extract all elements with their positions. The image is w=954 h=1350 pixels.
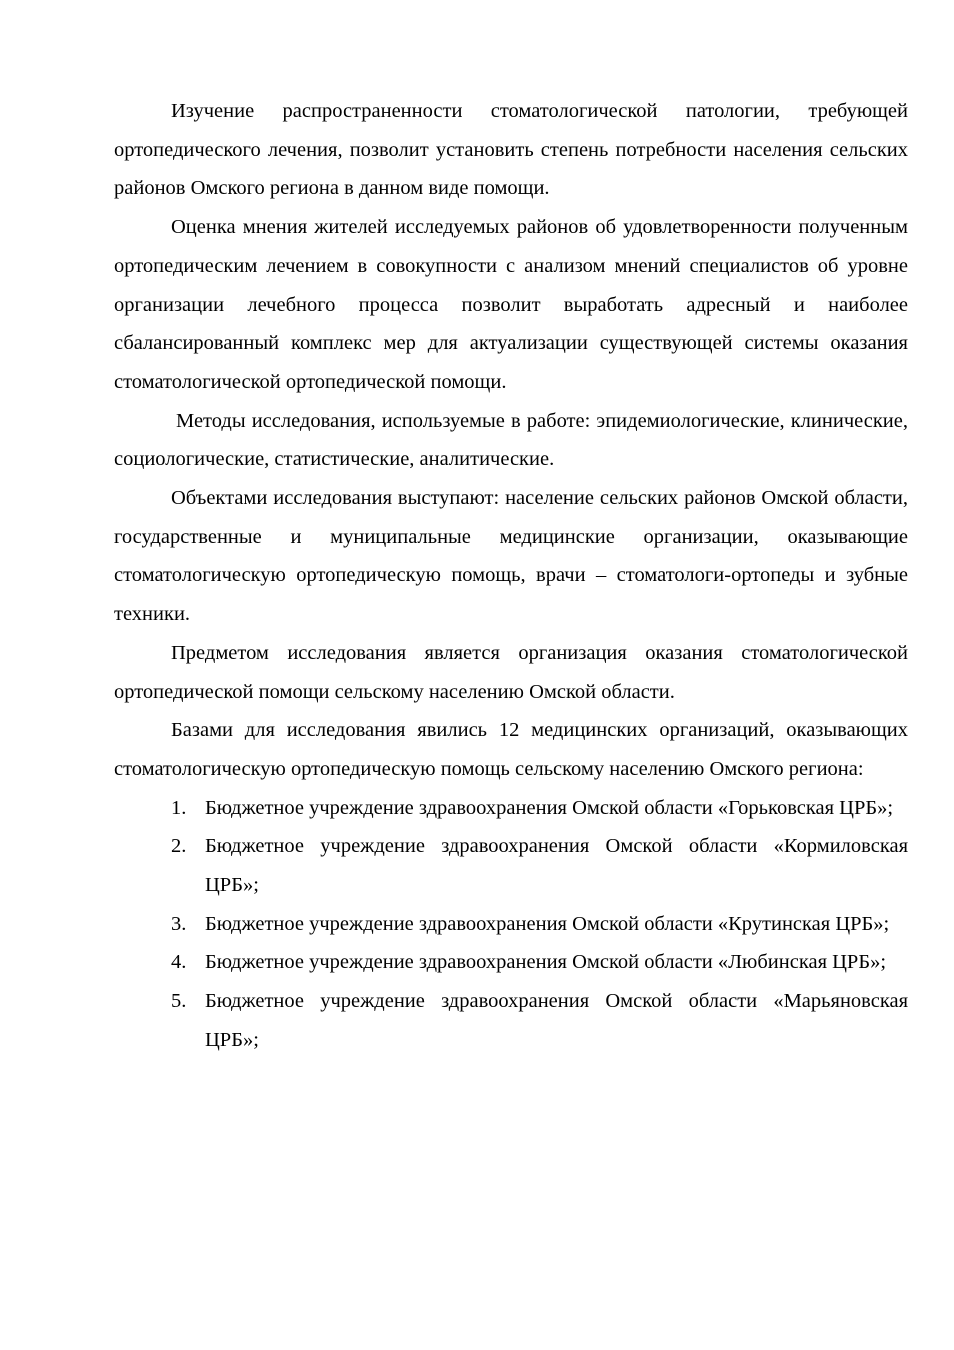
paragraph-satisfaction: Оценка мнения жителей исследуемых районов об удовлетворенности полученным ортопедическим лечением в совокупности с анализом мнений специалистов об уровне организации лечебного процесса позволит выработать адресный и наиболее сбалансированный комплекс мер для актуализации существующей системы оказания стоматологической ортопедической помощи.: [114, 216, 908, 393]
paragraph-methods: Методы исследования, используемые в работе: эпидемиологические, клинические, социологические, статистические, аналитические.: [114, 409, 908, 471]
list-item: [114, 827, 908, 904]
list-item-text: Бюджетное учреждение здравоохранения Омской области «Горьковская ЦРБ»;: [205, 796, 894, 819]
list-item-text: Бюджетное учреждение здравоохранения Омской области «Любинская ЦРБ»;: [205, 951, 887, 974]
paragraph-objects: Объектами исследования выступают: население сельских районов Омской области, государственные и муниципальные медицинские организации, оказывающие стоматологическую ортопедическую помощь, врачи – стоматологи-ортопеды и зубные техники.: [114, 487, 908, 626]
paragraph-prevalence: Изучение распространенности стоматологической патологии, требующей ортопедического лечения, позволит установить степень потребности населения сельских районов Омского региона в данном виде помощи.: [114, 100, 908, 200]
list-item: [114, 789, 908, 828]
list-item-text: Бюджетное учреждение здравоохранения Омской области «Кормиловская ЦРБ»;: [205, 835, 908, 897]
list-item-text: Бюджетное учреждение здравоохранения Омской области «Крутинская ЦРБ»;: [205, 912, 890, 935]
list-item-number: 4.: [171, 951, 187, 974]
list-item-number: 2.: [171, 835, 187, 858]
document-body: [114, 92, 908, 1060]
paragraph-subject: Предметом исследования является организация оказания стоматологической ортопедической помощи сельскому населению Омской области.: [114, 641, 908, 703]
organizations-list: [114, 789, 908, 1060]
list-item: [114, 905, 908, 944]
list-item-number: 3.: [171, 912, 187, 935]
list-item: [114, 982, 908, 1059]
list-item-number: 1.: [171, 796, 187, 819]
list-item-number: 5.: [171, 990, 187, 1013]
list-item: [114, 943, 908, 982]
paragraph-bases: Базами для исследования явились 12 медицинских организаций, оказывающих стоматологическую ортопедическую помощь сельскому населению Омского региона:: [114, 719, 908, 780]
list-item-text: Бюджетное учреждение здравоохранения Омской области «Марьяновская ЦРБ»;: [205, 990, 908, 1051]
